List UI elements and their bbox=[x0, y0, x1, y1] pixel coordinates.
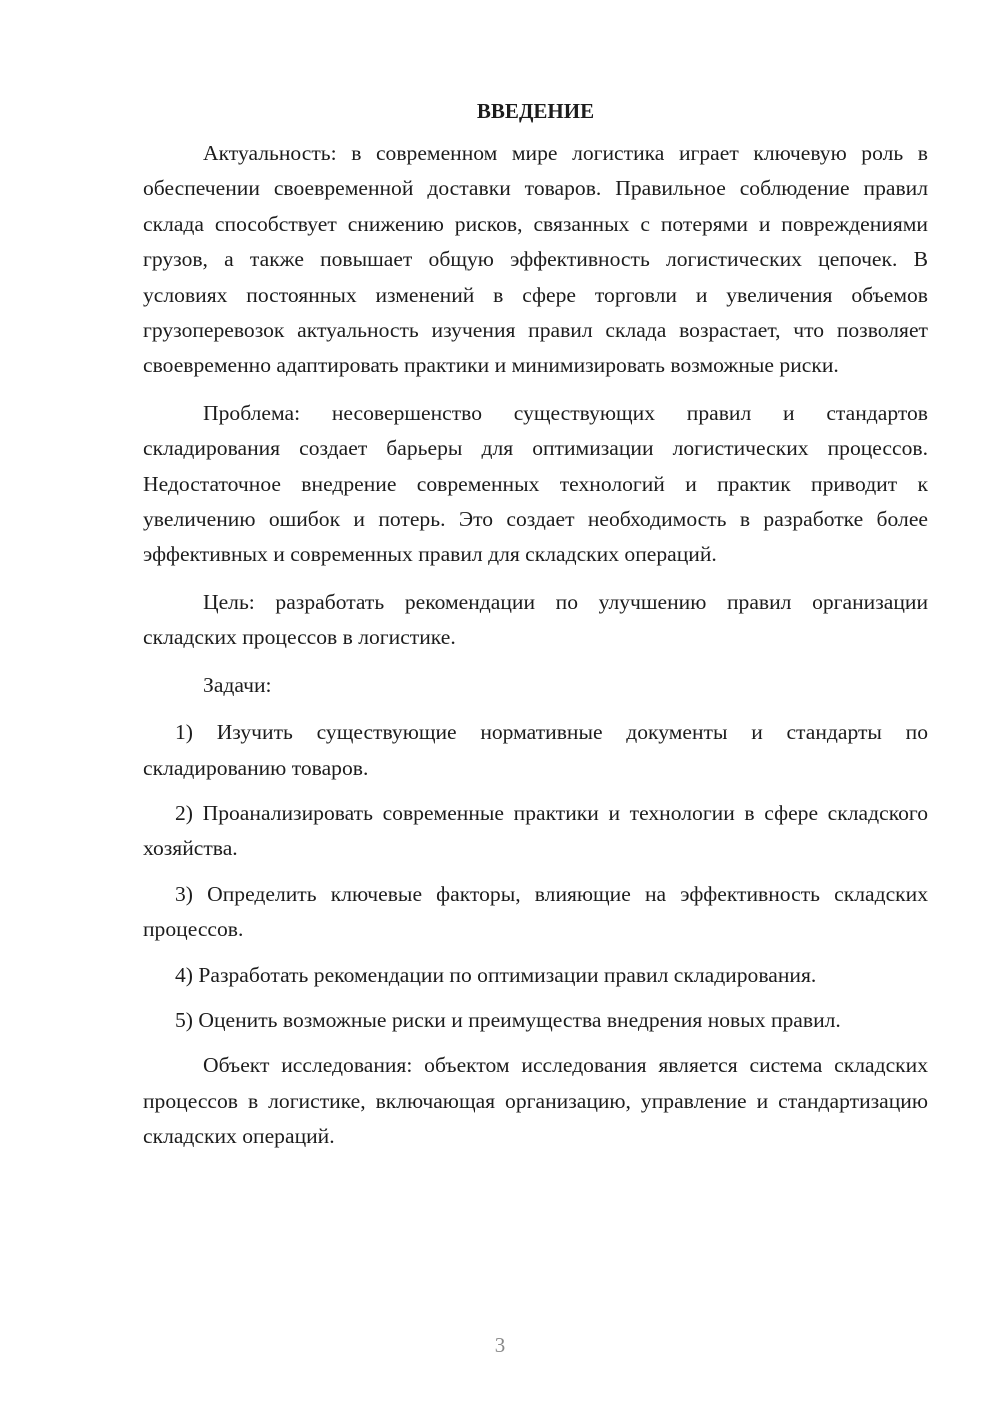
problem-paragraph: Проблема: несовершенство существующих правил и стандартов складирования создает барьеры для оптимизации логистических процессов. Недостаточное внедрение современных технологий и практик приводит к увеличению ошибок и потерь. Это создает необходимость в разработке более эффективных и современных правил для складских операций. bbox=[143, 400, 928, 567]
section-title: ВВЕДЕНИЕ bbox=[476, 99, 595, 123]
tasks-heading: Задачи: bbox=[203, 672, 272, 697]
task-item-3: 3) Определить ключевые факторы, влияющие на эффективность складских процессов. bbox=[143, 881, 928, 942]
task-item-1: 1) Изучить существующие нормативные документы и стандарты по складированию товаров. bbox=[143, 720, 928, 780]
task-item-4: 4) Разработать рекомендации по оптимизации правил складирования. bbox=[175, 962, 817, 987]
document-page bbox=[143, 95, 928, 1167]
task-item-5: 5) Оценить возможные риски и преимущества внедрения новых правил. bbox=[175, 1007, 841, 1032]
page-number: 3 bbox=[494, 1333, 506, 1357]
goal-paragraph: Цель: разработать рекомендации по улучшению правил организации складских процессов в логистике. bbox=[143, 589, 928, 650]
task-item-2: 2) Проанализировать современные практики и технологии в сфере складского хозяйства. bbox=[143, 800, 928, 861]
object-paragraph: Объект исследования: объектом исследования является система складских процессов в логистике, включающая организацию, управление и стандартизацию складских операций. bbox=[143, 1053, 928, 1149]
relevance-paragraph: Актуальность: в современном мире логистика играет ключевую роль в обеспечении своевременной доставки товаров. Правильное соблюдение правил склада способствует снижению рисков, связанных с потерями и повреждениями грузов, а также повышает общую эффективность логистических цепочек. В условиях постоянных изменений в сфере торговли и увеличения объемов грузоперевозок актуальность изучения правил склада возрастает, что позволяет своевременно адаптировать практики и минимизировать возможные риски. bbox=[143, 141, 928, 378]
